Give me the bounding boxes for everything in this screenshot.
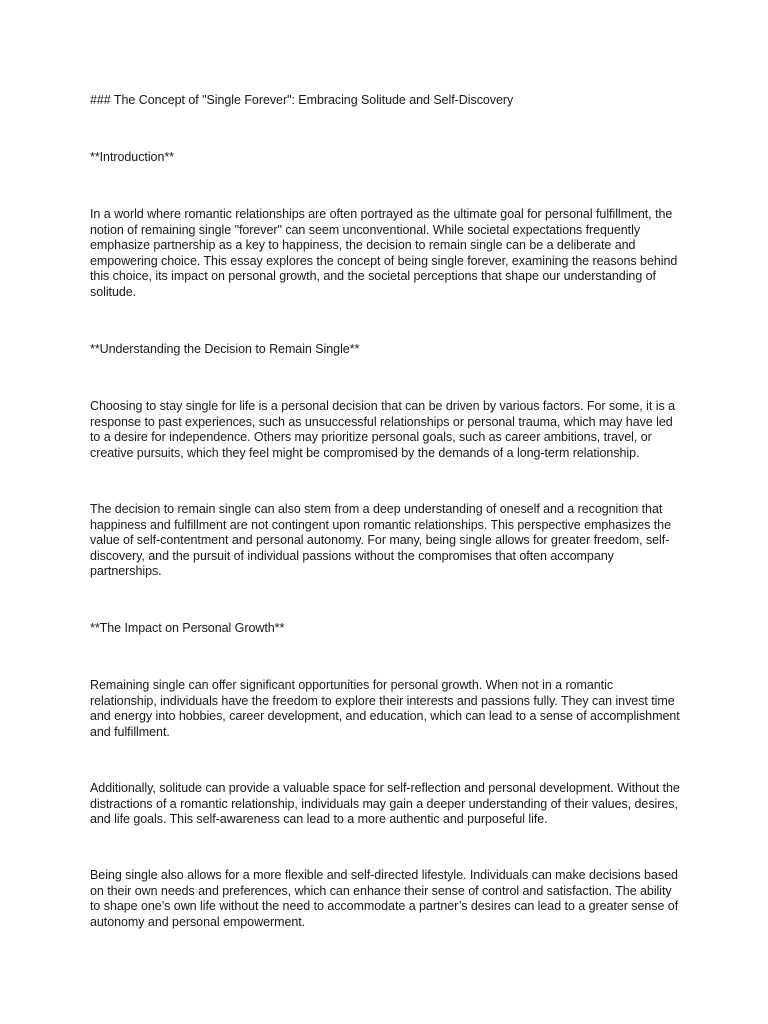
paragraph-growth-1: Remaining single can offer significant opportunities for personal growth. When not in a romantic relationship, individuals have the freedom to explore their interests and passions fully. They can invest time and energy into hobbies, career development, and education, which can lead to a sense of accomplishment and fulfillment.: [90, 678, 680, 739]
section-heading-understanding: **Understanding the Decision to Remain Single**: [90, 342, 360, 356]
paragraph-introduction: In a world where romantic relationships are often portrayed as the ultimate goal for personal fulfillment, the notion of remaining single "forever" can seem unconventional. While societal expectations frequently emphasize partnership as a key to happiness, the decision to remain single can be a deliberate and empowering choice. This essay explores the concept of being single forever, examining the reasons behind this choice, its impact on personal growth, and the societal perceptions that shape our understanding of solitude.: [90, 207, 678, 299]
paragraph-growth-3: Being single also allows for a more flexible and self-directed lifestyle. Individuals can make decisions based on their own needs and preferences, which can enhance their sense of control and satisfaction. The ability to shape one’s own life without the need to accommodate a partner’s desires can lead to a greater sense of autonomy and personal empowerment.: [90, 868, 679, 929]
section-heading-personal-growth: **The Impact on Personal Growth**: [90, 621, 285, 635]
paragraph-growth-2: Additionally, solitude can provide a valuable space for self-reflection and personal development. Without the distractions of a romantic relationship, individuals may gain a deeper understanding of their values, desires, and life goals. This self-awareness can lead to a more authentic and purposeful life.: [90, 781, 680, 827]
section-heading-introduction: **Introduction**: [90, 150, 174, 164]
paragraph-understanding-1: Choosing to stay single for life is a personal decision that can be driven by various factors. For some, it is a response to past experiences, such as unsuccessful relationships or personal trauma, which may have led to a desire for independence. Others may prioritize personal goals, such as career ambitions, travel, or creative pursuits, which they feel might be compromised by the demands of a long-term relationship.: [90, 399, 675, 460]
paragraph-understanding-2: The decision to remain single can also stem from a deep understanding of oneself and a recognition that happiness and fulfillment are not contingent upon romantic relationships. This perspective emphasizes the value of self-contentment and personal autonomy. For many, being single allows for greater freedom, self-discovery, and the pursuit of individual passions without the compromises that often accompany partnerships.: [90, 502, 671, 579]
document-title: ### The Concept of "Single Forever": Embracing Solitude and Self-Discovery: [90, 93, 514, 107]
